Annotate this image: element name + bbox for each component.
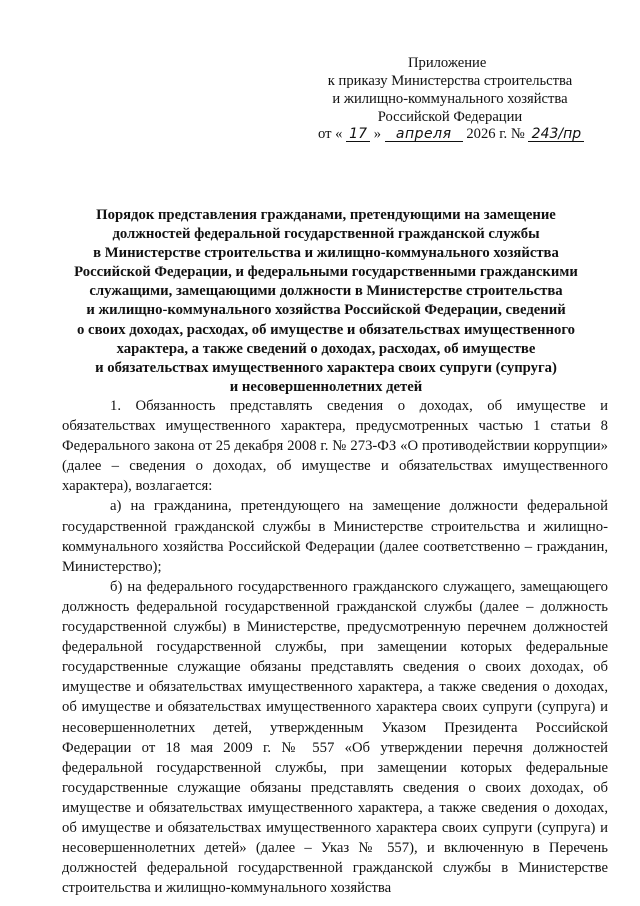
appendix-block	[300, 54, 600, 126]
title-line: характера, а также сведений о доходах, расходах, об имуществе	[116, 340, 536, 357]
date-year: 2026 г. №	[466, 126, 525, 142]
handwritten-day: 17	[346, 127, 370, 142]
date-mid: »	[373, 126, 382, 142]
document-body	[62, 396, 608, 898]
title-line: Российской Федерации, и федеральными государственными гражданскими	[74, 264, 578, 281]
title-line: должностей федеральной государственной гражданской службы	[112, 226, 540, 243]
date-prefix: от «	[318, 126, 343, 142]
order-date-line	[318, 126, 584, 143]
appendix-line: и жилищно-коммунального хозяйства	[332, 91, 568, 107]
paragraph-1: 1. Обязанность представлять сведения о доходах, об имуществе и обязательствах имущественного характера, предусмотренных частью 1 статьи 8 Федерального закона от 25 декабря 2008 г. № 273-ФЗ «О противодействии коррупции» (далее – сведения о доходах, об имуществе и обязательствах имущественного характера), возлагается:	[62, 398, 608, 495]
paragraph-b: б) на федерального государственного гражданского служащего, замещающего должность федеральной государственной гражданской службы (далее – должность государственной службы) в Министерстве, предусмотренную перечнем должностей федеральной государственной службы, при замещении которых федеральные государственные служащие обязаны представлять сведения о своих доходах, об имуществе и обязательствах имущественного характера, а также сведения о доходах, об имуществе и обязательствах имущественного характера своих супруги (супруга) и несовершеннолетних детей, утвержденным Указом Президента Российской Федерации от 18 мая 2009 г. № 557 «Об утверждении перечня должностей федеральной государственной службы, при замещении которых федеральные государственные служащие обязаны представлять сведения о своих доходах, об имуществе и обязательствах имущественного характера, а также сведения о доходах, об имуществе и обязательствах имущественного характера своих супруги (супруга) и несовершеннолетних детей» (далее – Указ № 557), и включенную в Перечень должностей федеральной государственной гражданской службы в Министерстве строительства и жилищно-коммунального хозяйства	[62, 578, 608, 897]
handwritten-order-number: 243/пр	[528, 127, 584, 142]
appendix-line: Российской Федерации	[377, 109, 523, 125]
title-line: Порядок представления гражданами, претендующими на замещение	[96, 207, 556, 223]
appendix-line: к приказу Министерства строительства	[327, 73, 573, 89]
title-line: о своих доходах, расходах, об имуществе и обязательствах имущественного	[77, 321, 575, 338]
title-line: и жилищно-коммунального хозяйства Российской Федерации, сведений	[86, 302, 566, 319]
paragraph-a: а) на гражданина, претендующего на замещение должности федеральной государственной гражданской службы в Министерстве строительства и жилищно-коммунального хозяйства Российской Федерации (далее соответственно – гражданин, Министерство);	[62, 498, 608, 575]
title-line: в Министерстве строительства и жилищно-коммунального хозяйства	[93, 245, 559, 262]
title-line: служащими, замещающими должности в Министерстве строительства	[89, 283, 563, 300]
title-line: и обязательствах имущественного характера своих супруги (супруга)	[95, 359, 557, 376]
appendix-heading: Приложение	[408, 55, 487, 71]
title-line: и несовершеннолетних детей	[229, 378, 423, 395]
handwritten-month: апреля	[385, 127, 463, 142]
document-title	[62, 206, 590, 397]
